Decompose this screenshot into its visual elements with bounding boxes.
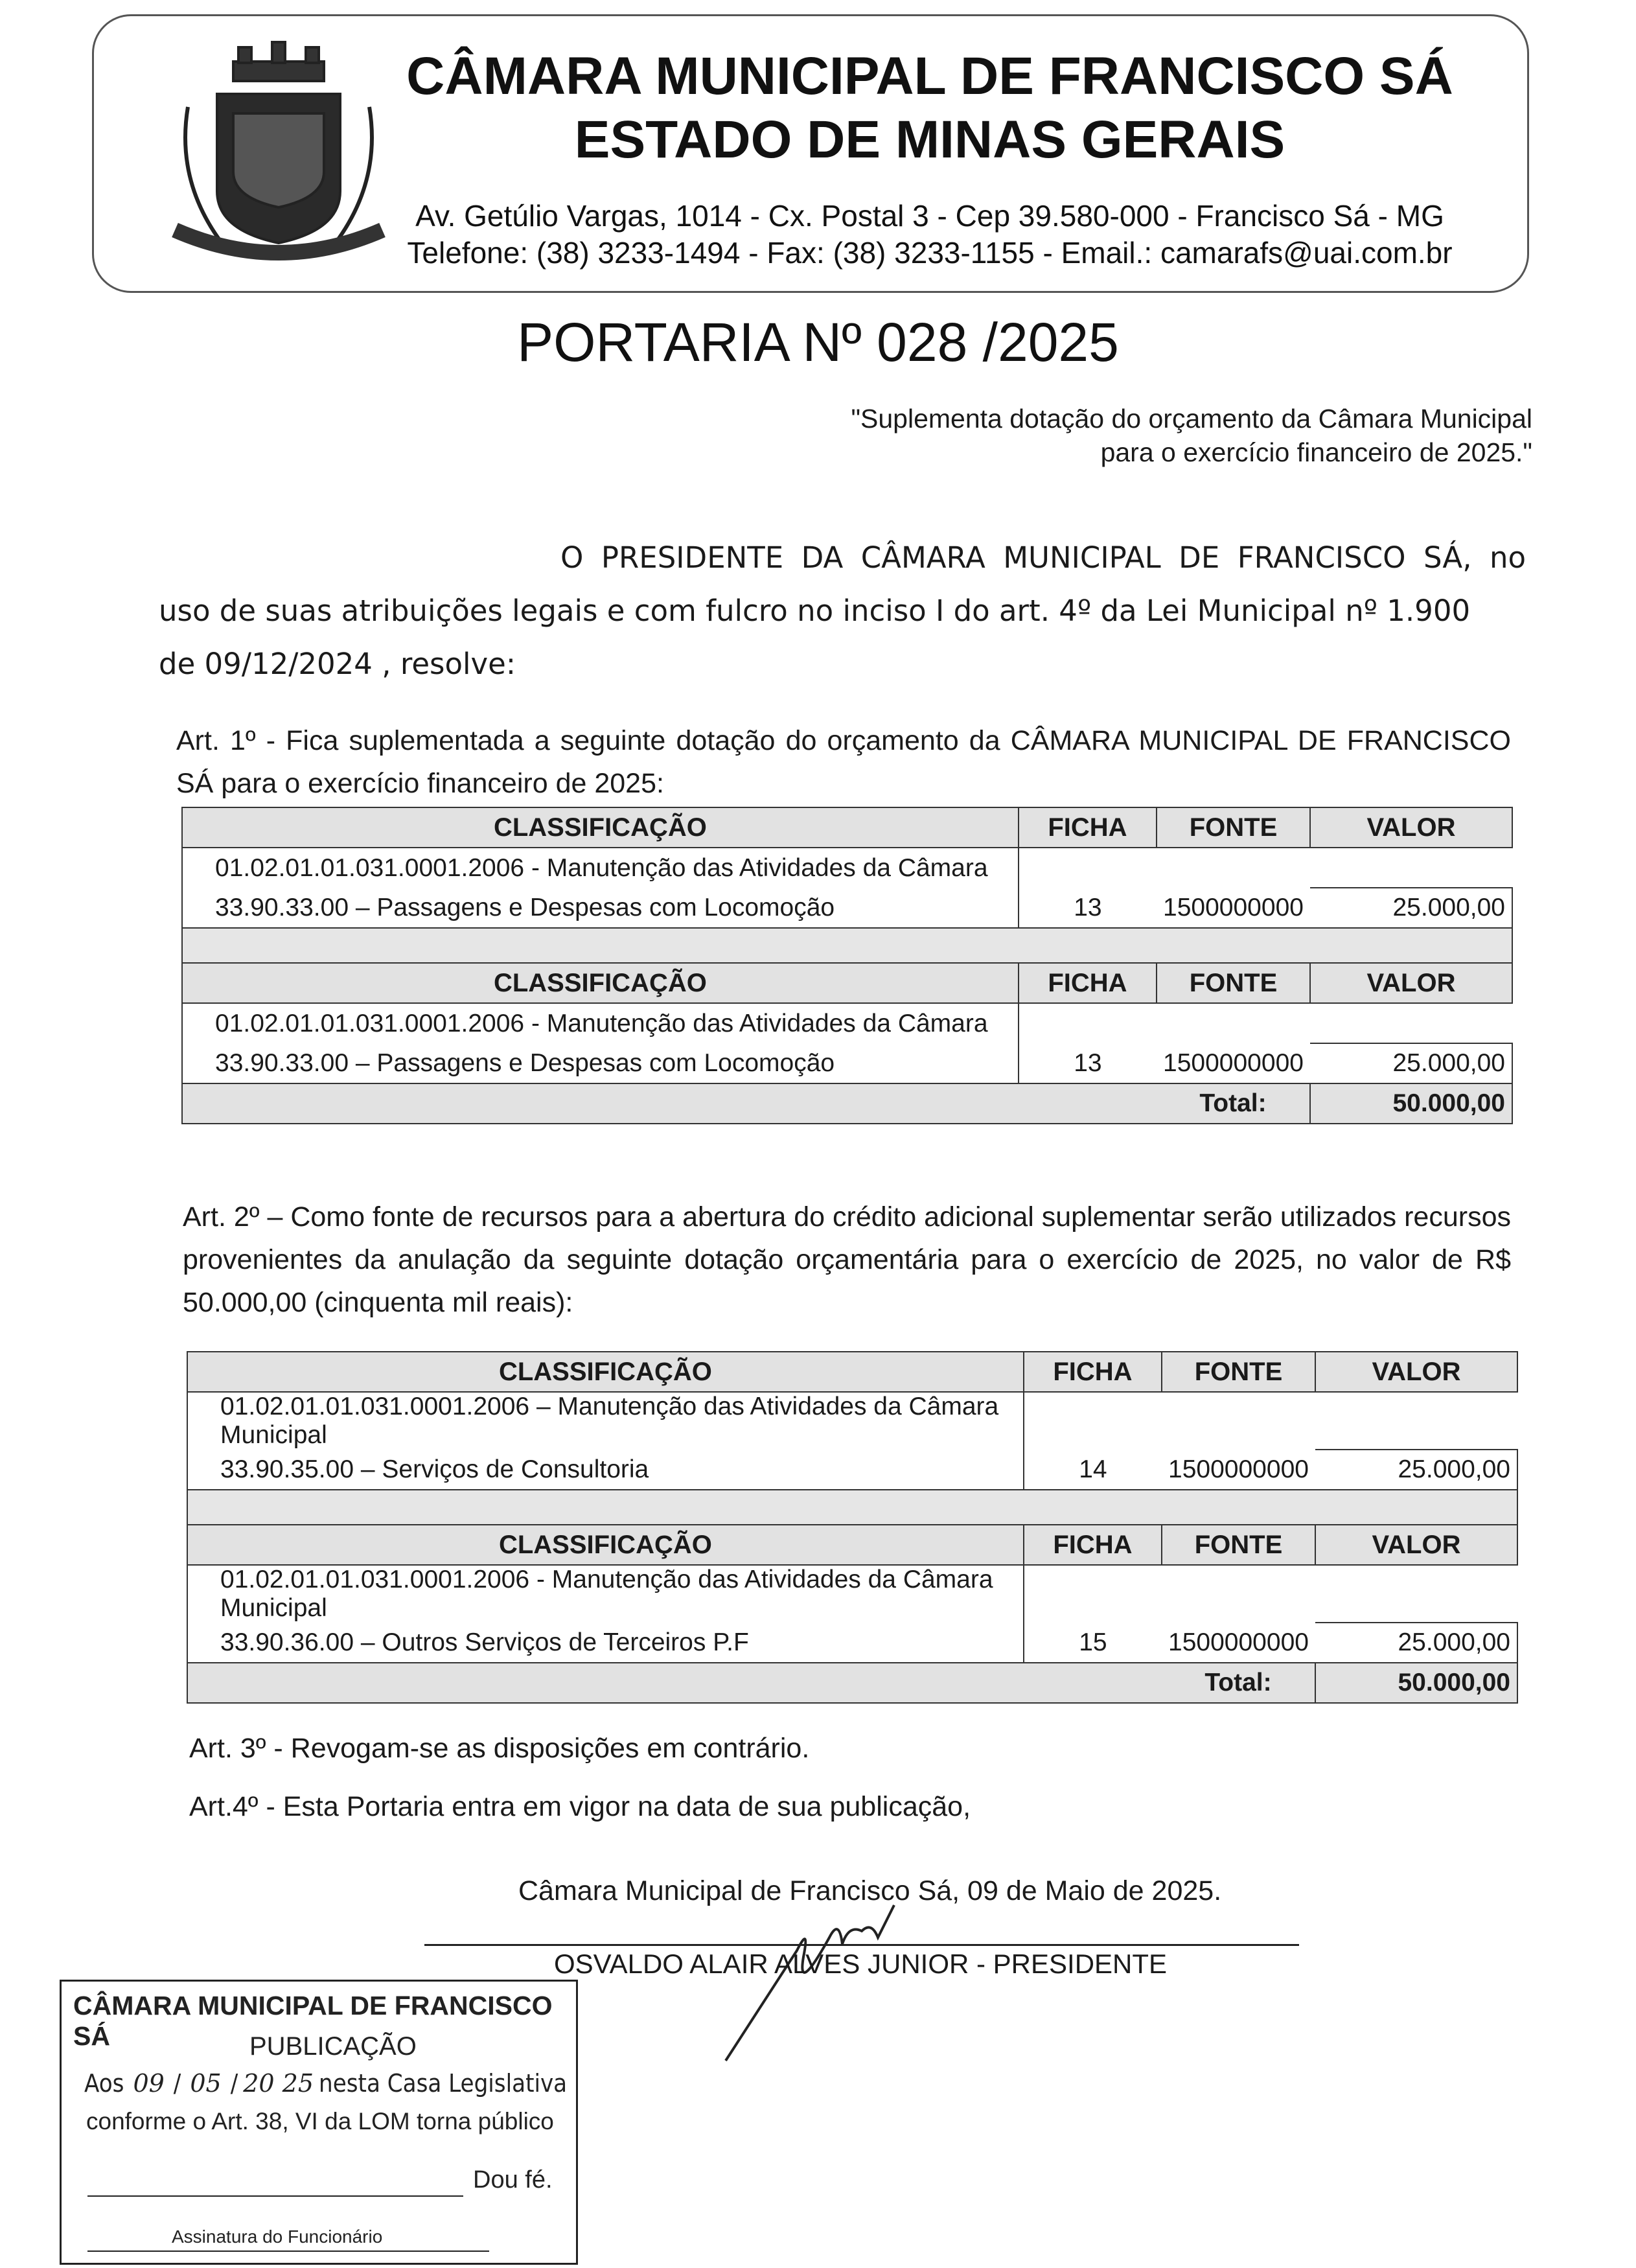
row-program: 01.02.01.01.031.0001.2006 - Manutenção das Atividades da Câmara	[182, 848, 1019, 888]
table-row	[182, 888, 1512, 928]
preamble-line-2: uso de suas atribuições legais e com fulcro no inciso I do art. 4º da Lei Municipal nº 1.900	[159, 594, 1471, 628]
preamble-line-1: O PRESIDENTE DA CÂMARA MUNICIPAL DE FRANCISCO SÁ, no	[560, 540, 1526, 575]
table-header-row	[187, 1525, 1517, 1565]
portaria-ementa	[851, 402, 1532, 469]
stamp-date-line: Aos 09 / 05 / 20 25 nesta Casa Legislativa	[84, 2069, 568, 2098]
row-element: 33.90.33.00 – Passagens e Despesas com Locomoção	[182, 888, 1019, 928]
total-value: 50.000,00	[1310, 1083, 1512, 1124]
total-label: Total:	[1157, 1083, 1310, 1124]
stamp-title: CÂMARA MUNICIPAL DE FRANCISCO SÁ	[73, 1991, 553, 2051]
col-fonte: FONTE	[1157, 807, 1310, 848]
col-classificacao: CLASSIFICAÇÃO	[187, 1352, 1024, 1392]
row-fonte: 1500000000	[1163, 893, 1304, 921]
stamp-day: 09	[133, 2069, 165, 2098]
article-2: Art. 2º – Como fonte de recursos para a abertura do crédito adicional suplementar serão utilizados recursos provenientes da anulação da seguinte dotação orçamentária para o exercício de 2025, no valor de R$ 50.000,00 (cinquenta mil reais):	[183, 1201, 1511, 1318]
article-4: Art.4º - Esta Portaria entra em vigor na data de sua publicação,	[189, 1791, 971, 1822]
col-fonte: FONTE	[1157, 963, 1310, 1003]
preamble-line-3: de 09/12/2024 , resolve:	[159, 647, 516, 681]
row-program: 01.02.01.01.031.0001.2006 - Manutenção das Atividades da Câmara	[182, 1003, 1019, 1043]
table-total-row	[182, 1083, 1512, 1124]
row-fonte: 1500000000	[1168, 1628, 1309, 1656]
col-classificacao: CLASSIFICAÇÃO	[187, 1525, 1024, 1565]
col-valor: VALOR	[1310, 963, 1512, 1003]
col-ficha: FICHA	[1024, 1352, 1162, 1392]
table-row	[182, 1003, 1512, 1043]
stamp-signature-label: Assinatura do Funcionário	[172, 2227, 383, 2247]
table-header-row	[182, 963, 1512, 1003]
row-ficha: 13	[1074, 893, 1102, 921]
col-classificacao: CLASSIFICAÇÃO	[182, 963, 1019, 1003]
col-ficha: FICHA	[1019, 807, 1157, 848]
table-row	[187, 1623, 1517, 1663]
stamp-legal-basis: conforme o Art. 38, VI da LOM torna público	[86, 2108, 554, 2135]
letterhead-contact: Telefone: (38) 3233-1494 - Fax: (38) 3233-1155 - Email.: camarafs@uai.com.br	[407, 236, 1453, 270]
table-total-row	[187, 1663, 1517, 1703]
table-gap-row	[187, 1490, 1517, 1525]
annulment-table	[187, 1351, 1518, 1704]
col-ficha: FICHA	[1024, 1525, 1162, 1565]
stamp-year: 20 25	[243, 2069, 314, 2098]
stamp-signature-line-2	[87, 2251, 489, 2252]
col-ficha: FICHA	[1019, 963, 1157, 1003]
article-3: Art. 3º - Revogam-se as disposições em contrário.	[189, 1733, 810, 1764]
table-row	[182, 1043, 1512, 1083]
preamble	[159, 531, 1526, 691]
stamp-dou-fe: Dou fé.	[473, 2166, 553, 2193]
table-row	[187, 1392, 1517, 1450]
row-element: 33.90.33.00 – Passagens e Despesas com Locomoção	[182, 1043, 1019, 1083]
row-fonte: 1500000000	[1168, 1455, 1309, 1483]
row-valor: 25.000,00	[1310, 888, 1512, 928]
row-valor: 25.000,00	[1315, 1450, 1517, 1490]
table-header-row	[187, 1352, 1517, 1392]
row-element: 33.90.35.00 – Serviços de Consultoria	[187, 1450, 1024, 1490]
article-1: Art. 1º - Fica suplementada a seguinte dotação do orçamento da CÂMARA MUNICIPAL DE FRANCISCO SÁ para o exercício financeiro de 2025:	[176, 725, 1511, 799]
total-label: Total:	[1162, 1663, 1315, 1703]
letterhead-subtitle: ESTADO DE MINAS GERAIS	[574, 110, 1285, 169]
table-header-row	[182, 807, 1512, 848]
col-valor: VALOR	[1310, 807, 1512, 848]
letterhead-title: CÂMARA MUNICIPAL DE FRANCISCO SÁ	[406, 47, 1453, 106]
ementa-line-2: para o exercício financeiro de 2025."	[1100, 437, 1532, 467]
col-valor: VALOR	[1315, 1352, 1517, 1392]
signatory-name: OSVALDO ALAIR ALVES JUNIOR - PRESIDENTE	[554, 1949, 1168, 1979]
municipal-crest-logo	[162, 36, 395, 275]
row-ficha: 15	[1079, 1628, 1107, 1656]
place-and-date: Câmara Municipal de Francisco Sá, 09 de Maio de 2025.	[518, 1875, 1222, 1906]
portaria-title: PORTARIA Nº 028 /2025	[517, 312, 1119, 373]
table-gap-row	[182, 928, 1512, 963]
row-program: 01.02.01.01.031.0001.2006 - Manutenção das Atividades da Câmara Municipal	[187, 1565, 1024, 1623]
stamp-signature-line	[87, 2195, 463, 2197]
row-valor: 25.000,00	[1315, 1623, 1517, 1663]
total-value: 50.000,00	[1315, 1663, 1517, 1703]
row-ficha: 13	[1074, 1048, 1102, 1077]
row-valor: 25.000,00	[1310, 1043, 1512, 1083]
col-fonte: FONTE	[1162, 1352, 1315, 1392]
stamp-month: 05	[190, 2069, 222, 2098]
supplement-table	[181, 807, 1513, 1124]
row-ficha: 14	[1079, 1455, 1107, 1483]
table-row	[187, 1450, 1517, 1490]
row-fonte: 1500000000	[1163, 1048, 1304, 1077]
row-program: 01.02.01.01.031.0001.2006 – Manutenção das Atividades da Câmara Municipal	[187, 1392, 1024, 1450]
col-fonte: FONTE	[1162, 1525, 1315, 1565]
col-valor: VALOR	[1315, 1525, 1517, 1565]
table-row	[182, 848, 1512, 888]
ementa-line-1: "Suplementa dotação do orçamento da Câmara Municipal	[851, 404, 1532, 434]
col-classificacao: CLASSIFICAÇÃO	[182, 807, 1019, 848]
publication-stamp	[60, 1980, 578, 2265]
row-element: 33.90.36.00 – Outros Serviços de Terceiros P.F	[187, 1623, 1024, 1663]
table-row	[187, 1565, 1517, 1623]
stamp-publication: PUBLICAÇÃO	[249, 2032, 417, 2061]
letterhead-address: Av. Getúlio Vargas, 1014 - Cx. Postal 3 - Cep 39.580-000 - Francisco Sá - MG	[415, 199, 1444, 233]
